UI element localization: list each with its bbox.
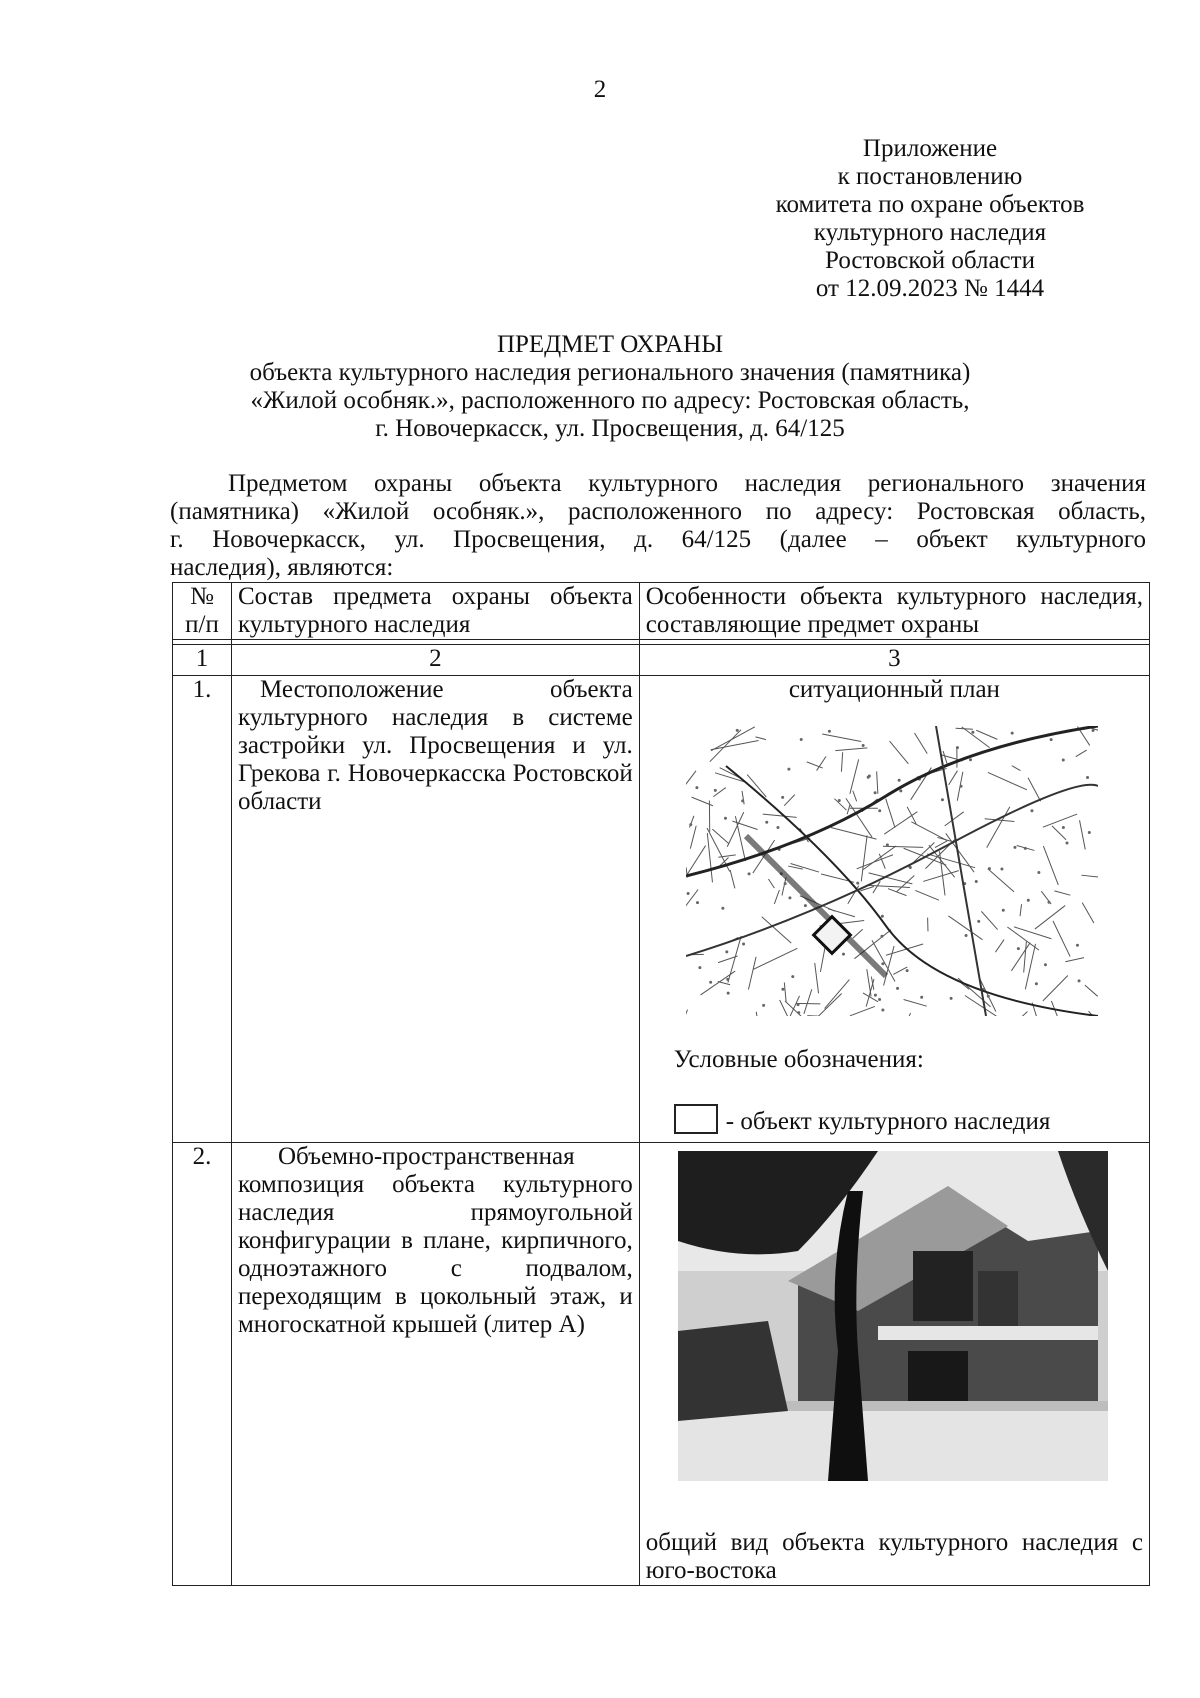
- row-number: 2.: [173, 1143, 232, 1586]
- title-line: объекта культурного наследия регионального значения (памятника): [249, 359, 971, 386]
- intro-paragraph: [170, 470, 1146, 582]
- situation-plan-title: ситуационный план: [788, 676, 1000, 703]
- title-heading: ПРЕДМЕТ ОХРАНЫ: [496, 331, 724, 358]
- legend-label: - объект культурного наследия: [725, 1108, 1051, 1135]
- appendix-line: комитета по охране объектов: [775, 191, 1085, 218]
- appendix-block: [760, 135, 1100, 303]
- table-row: [173, 676, 1150, 1143]
- page-number: 2: [593, 76, 607, 103]
- building-photo: [678, 1151, 1108, 1521]
- protection-table: [172, 582, 1150, 1586]
- situation-plan-map: [686, 726, 1098, 1016]
- table-header-row: [173, 583, 1150, 640]
- row-features: [639, 1143, 1149, 1586]
- appendix-line: Приложение: [862, 135, 998, 162]
- legend-square-icon: [674, 1104, 718, 1134]
- row-number: 1.: [173, 676, 232, 1143]
- appendix-line: Ростовской области: [825, 247, 1035, 274]
- header-features: Особенности объекта культурного наследия, составляющие предмет охраны: [639, 583, 1149, 640]
- photo-caption: общий вид объекта культурного наследия с юго-востока: [645, 1529, 1143, 1584]
- intro-line: наследия), являются:: [170, 554, 394, 581]
- row-composition: Объемно-пространственная композиция объекта культурного наследия прямоугольной конфигурации в плане, кирпичного, одноэтажного с подвалом, переходящим в цокольный этаж, и многоскатной крышей (литер А): [231, 1143, 639, 1586]
- intro-line: Предметом охраны объекта культурного наследия регионального значения: [228, 470, 1146, 497]
- legend-item: [646, 1104, 1143, 1136]
- column-number: 3: [639, 645, 1149, 676]
- title-line: г. Новочеркасск, ул. Просвещения, д. 64/125: [375, 415, 845, 442]
- header-composition: Состав предмета охраны объекта культурного наследия: [231, 583, 639, 640]
- table-number-row: [173, 645, 1150, 676]
- row-composition: Местоположение объекта культурного наследия в системе застройки ул. Просвещения и ул. Грекова г. Новочеркасска Ростовской области: [231, 676, 639, 1143]
- appendix-line: культурного наследия: [813, 219, 1047, 246]
- intro-line: г. Новочеркасск, ул. Просвещения, д. 64/125 (далее – объект культурного: [170, 526, 1146, 553]
- row-features: [639, 676, 1149, 1143]
- appendix-line: от 12.09.2023 № 1444: [815, 275, 1045, 302]
- appendix-line: к постановлению: [837, 163, 1023, 190]
- header-num: № п/п: [173, 583, 232, 640]
- title-line: «Жилой особняк.», расположенного по адресу: Ростовская область,: [250, 387, 970, 414]
- document-title: [170, 331, 1050, 443]
- legend-title: Условные обозначения:: [673, 1046, 924, 1073]
- intro-line: (памятника) «Жилой особняк.», расположенного по адресу: Ростовская область,: [170, 498, 1146, 525]
- column-number: 2: [231, 645, 639, 676]
- table-row: [173, 1143, 1150, 1586]
- column-number: 1: [173, 645, 232, 676]
